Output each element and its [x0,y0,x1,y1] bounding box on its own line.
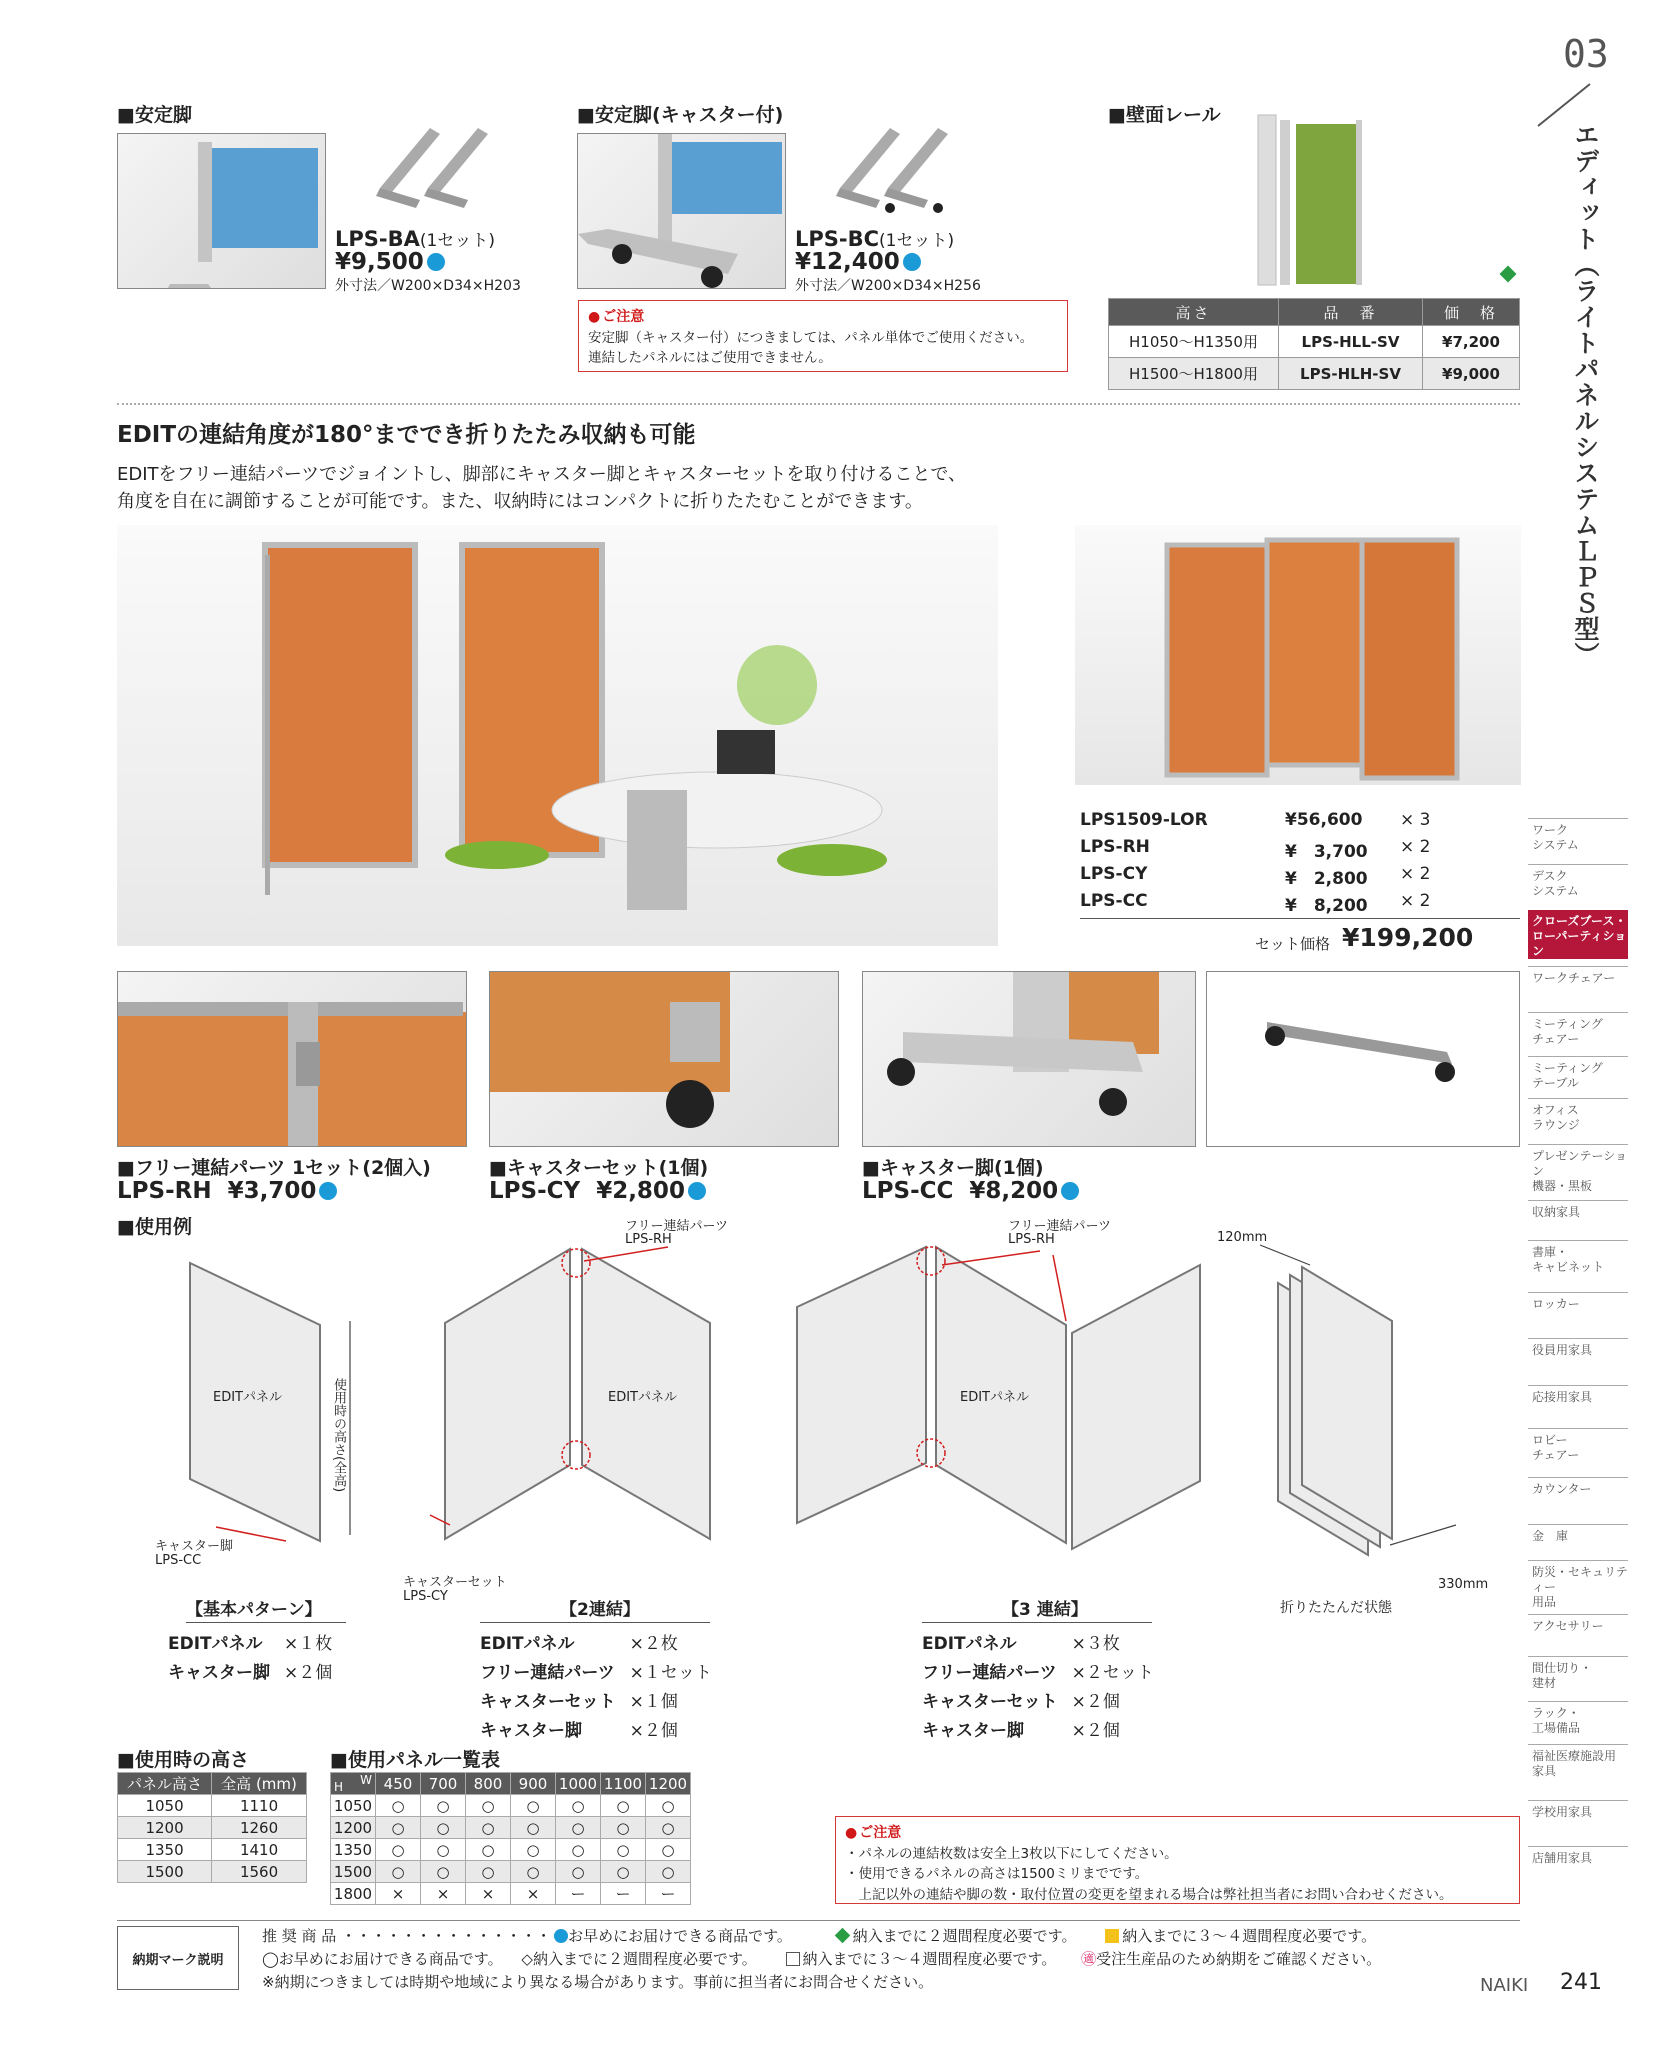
pattern-basic: 【基本パターン】 EDITパネル ×１枚 キャスター脚 ×２個 [168,1595,346,1685]
sidebar-item[interactable]: 役員用家具 [1528,1338,1628,1376]
col-header: 全高 (mm) [212,1773,307,1795]
caster-set-photo [489,971,839,1147]
panel-table-title: ■使用パネル一覧表 [330,1749,500,1771]
joint-model-price: LPS-RH ¥3,700 [117,1178,337,1204]
cc-label: キャスター脚 [155,1539,234,1554]
caster-leg-title: ■キャスター脚(1個) [862,1157,1044,1179]
sidebar-item[interactable]: プレゼンテーション 機器・黒板 [1528,1144,1628,1194]
set-item: LPS-CC ¥ 8,200 × 2 [1080,891,1520,919]
stand-caster-model-row [795,226,954,251]
sidebar-item[interactable]: 収納家具 [1528,1200,1628,1238]
joint-parts-photo [117,971,467,1147]
table-cell: LPS-HLH-SV [1279,358,1423,390]
caution-title: ● ご注意 [845,1823,1510,1844]
sidebar-item[interactable]: ミーティング チェアー [1528,1012,1628,1050]
sidebar-item[interactable]: 福祉医療施設用 家具 [1528,1744,1628,1782]
circle-icon: ◯ [262,1950,279,1968]
caster-set-title: ■キャスターセット(1個) [489,1157,709,1179]
sidebar-item[interactable]: 学校用家具 [1528,1800,1628,1838]
caution-title: ● ご注意 [588,307,1058,328]
cy-model-label: LPS-CY [403,1589,448,1604]
caster-leg-model-price: LPS-CC ¥8,200 [862,1178,1079,1204]
stand-qty: (1セット) [419,231,495,251]
early-delivery-icon [1500,266,1517,283]
sidebar-item[interactable]: 書庫・ キャビネット [1528,1240,1628,1278]
sidebar-item[interactable]: 金 庫 [1528,1524,1628,1562]
rh-model-label: LPS-RH [1008,1232,1055,1247]
sidebar-item[interactable]: 応接用家具 [1528,1385,1628,1423]
col-header: 品 番 [1279,299,1423,326]
col-header: パネル高さ [118,1773,212,1795]
sidebar-item[interactable]: デスク システム [1528,864,1628,902]
wall-rail-title: ■壁面レール [1108,104,1221,126]
height-label: 使用時の高さ(全高) [331,1378,346,1493]
wall-rail-image [1250,110,1370,290]
wall-rail-table [1108,298,1520,390]
caster-stand-photo [862,971,1196,1147]
made-to-order-icon: ㊜ [1081,1950,1097,1968]
square-outline-icon [786,1952,800,1966]
sidebar-item[interactable]: カウンター [1528,1477,1628,1515]
height-table-title: ■使用時の高さ [117,1749,249,1771]
cc-model-label: LPS-CC [155,1553,202,1568]
width-330-label: 330mm [1438,1577,1489,1592]
feature-line: EDITをフリー連結パーツでジョイントし、脚部にキャスター脚とキャスターセットを取り付けることで、 [117,464,967,485]
width-120-label: 120mm [1217,1230,1268,1245]
stand-dims: 外寸法／W200×D34×H203 [335,278,521,294]
stand-title: ■安定脚 [117,104,192,126]
rh-label: フリー連結パーツ [625,1219,728,1234]
stand-bracket-image [370,118,510,218]
table-cell: ¥7,200 [1423,326,1520,358]
footer-note: ※納期につきましては時期や地域により異なる場合があります。事前に担当者にお問合せください。 [262,1973,934,1991]
usage-diagram [100,1225,1540,1585]
pattern-three: 【3 連結】 EDITパネル ×３枚 フリー連結パーツ ×２セット キャスターセット ×２個 キャスター脚 ×２個 [922,1595,1154,1743]
early-delivery-icon [688,1182,706,1200]
diamond-outline-icon: ◇ [521,1950,533,1968]
stand-caster-photo [577,133,786,289]
caster-set-model-price: LPS-CY ¥2,800 [489,1178,706,1204]
stand-caster-dims: 外寸法／W200×D34×H256 [795,278,981,294]
chapter-number: 03 [1563,32,1609,76]
stand-photo [117,133,326,289]
joint-title: ■フリー連結パーツ 1セット(2個入) [117,1157,431,1179]
three-week-icon [1105,1929,1119,1943]
sidebar-item[interactable]: ラック・ 工場備品 [1528,1701,1628,1739]
panel-label: EDITパネル [213,1390,282,1405]
table-cell: LPS-HLL-SV [1279,326,1423,358]
caution-box-2 [835,1816,1520,1904]
stand-caster-price-row [795,249,921,275]
stand-price: ¥9,500 [335,249,424,275]
set-total: セット価格 ¥199,200 [1255,923,1474,953]
sidebar-item[interactable]: ミーティング テーブル [1528,1056,1628,1094]
cy-label: キャスターセット [403,1575,507,1590]
sidebar-item[interactable]: 店舗用家具 [1528,1846,1628,1884]
footer-divider [117,1920,1520,1921]
meeting-room-photo [117,525,998,946]
early-delivery-icon [554,1929,568,1943]
sidebar-item[interactable]: 間仕切り・ 建材 [1528,1656,1628,1694]
legend-row-1: 推 奨 商 品 ・・・・・・・・・・・・・・ お早めにお届けできる商品です。 納入までに２週間程度必要です。 納入までに３～４週間程度必要です。 [262,1927,1377,1945]
sidebar-item[interactable]: アクセサリー [1528,1614,1628,1652]
stand-caster-title: ■安定脚(キャスター付) [577,104,784,126]
early-delivery-icon [1061,1182,1079,1200]
legend-row-2: ◯お早めにお届けできる商品です。 ◇納入までに２週間程度必要です。 納入までに３～４週間程度必要です。 ㊜受注生産品のため納期をご確認ください。 [262,1950,1382,1968]
usage-title: ■使用例 [117,1216,192,1238]
legend-label-box: 納期マーク説明 [117,1926,239,1990]
early-delivery-icon [319,1182,337,1200]
three-panel-photo [1075,525,1521,785]
sidebar-item[interactable]: 防災・セキュリティー 用品 [1528,1560,1628,1610]
caution-line: 上記以外の連結や脚の数・取付位置の変更を望まれる場合は弊社担当者にお問い合わせください。 [845,1886,1453,1903]
two-week-icon [834,1928,850,1944]
height-table: パネル高さ 全高 (mm) 1050 1110 1200 1260 1350 1410 1500 1560 [117,1772,307,1883]
stand-price-row [335,249,445,275]
set-item: LPS-CY ¥ 2,800 × 2 [1080,864,1431,889]
stand-caster-model: LPS-BC [795,227,880,251]
col-header: 高さ [1109,299,1279,326]
sidebar-item[interactable]: オフィス ラウンジ [1528,1098,1628,1136]
stand-caster-bracket-image [830,118,970,218]
stand-model-row [335,226,495,251]
caution-line: ・使用できるパネルの高さは1500ミリまでです。 [845,1866,1149,1883]
rh-label: フリー連結パーツ [1008,1219,1111,1234]
early-delivery-icon [427,253,445,271]
table-cell: H1050～H1350用 [1109,326,1279,358]
sidebar-item[interactable]: クローズブース・ ローパーティション [1528,910,1628,959]
col-header: 価 格 [1423,299,1520,326]
caution-line: ・パネルの連結枚数は安全上3枚以下にしてください。 [845,1846,1178,1862]
set-list [1080,810,1520,959]
early-delivery-icon [903,253,921,271]
section-divider [117,403,1520,405]
set-item: LPS-RH ¥ 3,700 × 2 [1080,837,1431,862]
sidebar-item[interactable]: ワークチェアー [1528,966,1628,1004]
table-cell: ¥9,000 [1423,358,1520,390]
feature-heading: EDITの連結角度が180°まででき折りたたみ収納も可能 [117,422,696,448]
feature-line: 角度を自在に調節することが可能です。また、収納時にはコンパクトに折りたたむことができます。 [117,491,923,512]
pattern-two: 【2連結】 EDITパネル ×２枚 フリー連結パーツ ×１セット キャスターセット ×１個 キャスター脚 ×２個 [480,1595,712,1743]
rh-model-label: LPS-RH [625,1232,672,1247]
stand-caster-price: ¥12,400 [795,249,900,275]
brand-name: NAIKI [1480,1975,1529,1996]
table-cell: H1500～H1800用 [1109,358,1279,390]
panel-label: EDITパネル [608,1390,677,1405]
vertical-title: エディット（ライトパネルシステムＬＰＳ型） [1571,122,1600,668]
set-item: LPS1509-LOR ¥56,600 × 3 [1080,810,1431,830]
sidebar-item[interactable]: ロッカー [1528,1292,1628,1330]
caster-leg-photo [1206,971,1520,1147]
stand-model: LPS-BA [335,227,420,251]
folded-label: 折りたたんだ状態 [1280,1600,1392,1616]
sidebar-item[interactable]: ロビー チェアー [1528,1428,1628,1466]
caution-line: 連結したパネルにはご使用できません。 [588,350,832,367]
sidebar-item[interactable]: ワーク システム [1528,818,1628,856]
stand-caster-qty: (1セット) [879,231,955,251]
panel-table: W H 450 700 800 900 1000 1100 1200 1050 ○ ○ ○ ○ ○ ○ ○ 1200 ○ ○ ○ ○ ○ ○ ○ 1350 ○ ○ ○ ○ ○ ○ ○ 1500 ○ ○ ○ ○ ○ ○ ○ 1800 × × × × ー ー ー [330,1772,691,1905]
caution-box-1 [578,300,1068,372]
caution-line: 安定脚（キャスター付）につきましては、パネル単体でご使用ください。 [588,330,1034,346]
page-number: 241 [1560,1970,1602,1995]
panel-label: EDITパネル [960,1390,1029,1405]
